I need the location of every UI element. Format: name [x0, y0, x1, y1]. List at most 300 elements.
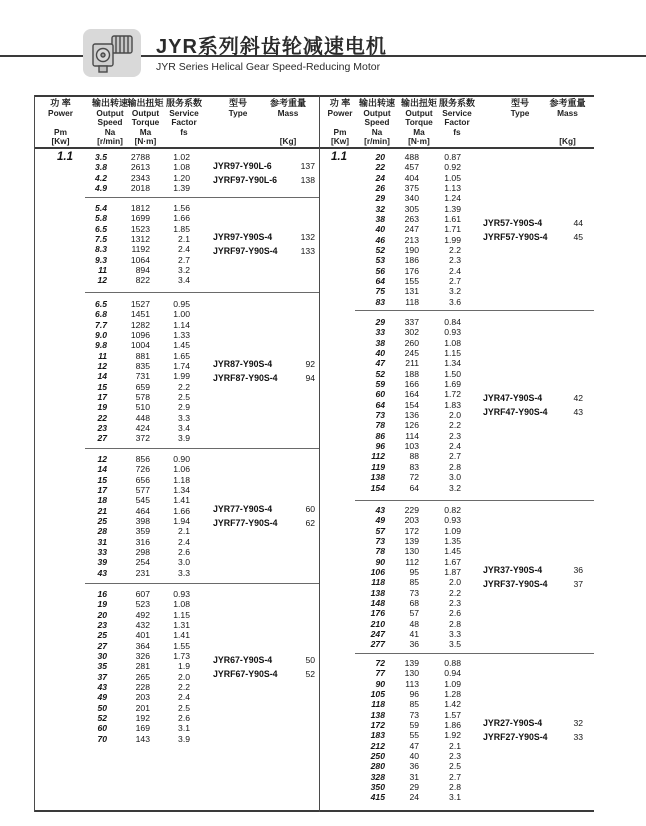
torque-value: 488: [404, 152, 419, 162]
torque-value: 231: [135, 567, 150, 578]
factor-value: 2.2: [449, 587, 461, 598]
torque-value: 73: [409, 709, 419, 720]
table-row: [85, 682, 318, 692]
speed-value: 73: [375, 536, 385, 547]
type-label: JYRF27-Y90S-4: [483, 732, 548, 743]
speed-value: 33: [97, 547, 107, 558]
speed-value: 39: [97, 557, 107, 568]
speed-value: 12: [97, 454, 107, 464]
torque-value: 88: [409, 451, 419, 462]
table-row: [360, 483, 592, 493]
power-value-right: 1.1: [331, 151, 347, 163]
type-label: JYRF77-Y90S-4: [213, 518, 278, 529]
header-line: 输出扭矩: [127, 98, 164, 108]
factor-value: 3.1: [449, 792, 461, 803]
page-subtitle: JYR Series Helical Gear Speed-Reducing Motor: [156, 61, 381, 73]
factor-value: 1.08: [444, 337, 461, 348]
speed-value: 90: [375, 556, 385, 567]
speed-value: 43: [375, 505, 385, 515]
table-row: [360, 772, 592, 782]
torque-value: 190: [404, 245, 419, 256]
header-line: Type: [510, 107, 530, 118]
table-row: [360, 679, 592, 689]
mass-value: 137: [300, 160, 315, 171]
speed-value: 172: [370, 720, 385, 731]
type-line: [213, 357, 315, 371]
block-separator: [355, 310, 594, 311]
table-row: [360, 505, 592, 515]
factor-value: 3.4: [178, 423, 190, 434]
factor-value: 2.2: [178, 682, 190, 693]
header-cell-mass-right: [540, 99, 595, 147]
speed-value: 19: [97, 599, 107, 610]
header-line: Pm: [333, 126, 347, 137]
type-line: [213, 667, 315, 681]
table-row: [85, 392, 318, 402]
speed-value: 112: [371, 451, 385, 462]
table-row: [85, 568, 318, 578]
header-cell-factor-right: [432, 99, 482, 147]
type-line: [483, 391, 583, 405]
speed-value: 21: [97, 505, 107, 516]
header-line: 参考重量: [549, 98, 586, 108]
speed-value: 59: [375, 379, 385, 390]
table-row: [360, 699, 592, 709]
table-row: [360, 276, 592, 286]
factor-value: 2.2: [178, 381, 190, 392]
speed-value: 64: [375, 399, 385, 410]
speed-value: 56: [375, 265, 385, 276]
factor-value: 2.5: [178, 392, 190, 403]
factor-value: 1.65: [173, 350, 190, 361]
factor-value: 3.2: [449, 286, 461, 297]
factor-value: 3.3: [178, 567, 190, 578]
table-row: [360, 658, 592, 668]
torque-value: 656: [135, 474, 150, 485]
torque-value: 24: [409, 792, 419, 803]
torque-value: 57: [409, 608, 419, 619]
speed-value: 52: [375, 368, 385, 379]
header-line: Na: [371, 126, 383, 137]
table-row: [360, 668, 592, 678]
speed-value: 18: [97, 495, 107, 506]
table-row: [85, 340, 318, 350]
factor-value: 1.72: [444, 389, 461, 400]
mass-value: 37: [573, 579, 583, 590]
torque-value: 607: [135, 589, 150, 599]
torque-value: 340: [404, 193, 419, 204]
torque-value: 203: [135, 692, 150, 703]
table-row: [85, 485, 318, 495]
speed-value: 106: [370, 567, 385, 578]
table-row: [360, 536, 592, 546]
header-line: [160, 137, 208, 147]
factor-value: 0.82: [444, 505, 461, 515]
speed-value: 49: [97, 692, 107, 703]
type-label: JYR97-Y90S-4: [213, 232, 273, 243]
speed-value: 9.0: [95, 330, 107, 341]
torque-value: 41: [409, 629, 419, 640]
mass-value: 42: [573, 392, 583, 403]
torque-value: 260: [404, 337, 419, 348]
table-row: [85, 630, 318, 640]
torque-value: 188: [404, 368, 419, 379]
table-row: [85, 330, 318, 340]
factor-value: 1.39: [173, 183, 190, 194]
speed-value: 11: [98, 350, 107, 361]
speed-value: 78: [375, 420, 385, 431]
speed-value: 86: [375, 430, 385, 441]
factor-value: 2.5: [178, 702, 190, 713]
factor-value: 1.66: [173, 505, 190, 516]
torque-value: 40: [409, 751, 419, 762]
ratio-block-left-3: [85, 299, 318, 444]
speed-value: 105: [370, 689, 385, 700]
header-line: [N·m]: [408, 136, 430, 146]
speed-value: 23: [97, 423, 107, 434]
speed-value: 96: [375, 441, 385, 452]
header-line: [r/min]: [364, 136, 390, 146]
factor-value: 1.41: [173, 495, 190, 506]
table-row: [85, 320, 318, 330]
torque-value: 31: [409, 771, 419, 782]
speed-value: 9.8: [95, 340, 107, 351]
speed-value: 60: [97, 723, 107, 734]
header-line: Mass: [557, 107, 578, 118]
torque-value: 166: [404, 379, 419, 390]
torque-value: 85: [409, 577, 419, 588]
mass-value: 92: [305, 359, 315, 370]
speed-value: 15: [97, 381, 107, 392]
header-line: Mass: [277, 107, 299, 118]
factor-value: 1.09: [444, 525, 461, 536]
factor-value: 2.4: [449, 441, 461, 452]
table-row: [85, 692, 318, 702]
type-line: [483, 730, 583, 744]
table-row: [85, 610, 318, 620]
torque-value: 55: [409, 730, 419, 741]
header-line: Pm: [54, 126, 67, 137]
torque-value: 201: [135, 702, 150, 713]
torque-value: 359: [135, 526, 150, 537]
table-row: [360, 183, 592, 193]
torque-value: 136: [404, 410, 419, 421]
table-row: [85, 454, 318, 464]
speed-value: 33: [375, 327, 385, 338]
torque-value: 1192: [131, 244, 150, 255]
speed-value: 64: [375, 276, 385, 287]
factor-value: 2.6: [449, 608, 461, 619]
torque-value: 186: [404, 255, 419, 266]
table-row: [85, 557, 318, 567]
speed-value: 57: [375, 525, 385, 536]
type-mass-group: [213, 502, 315, 530]
factor-value: 2.1: [449, 740, 461, 751]
torque-value: 492: [135, 609, 150, 620]
torque-value: 398: [135, 516, 150, 527]
header-line: Power: [48, 107, 73, 118]
table-row: [85, 703, 318, 713]
factor-value: 0.90: [173, 454, 190, 464]
factor-value: 1.20: [173, 172, 190, 183]
torque-value: 131: [404, 286, 419, 297]
table-row: [85, 299, 318, 309]
factor-value: 2.0: [178, 671, 190, 682]
speed-value: 24: [375, 172, 385, 183]
torque-value: 835: [135, 361, 150, 372]
torque-value: 432: [135, 620, 150, 631]
factor-value: 1.02: [173, 152, 190, 162]
factor-value: 0.95: [173, 299, 190, 309]
speed-value: 72: [375, 658, 385, 668]
speed-value: 154: [370, 482, 385, 493]
table-row: [85, 423, 318, 433]
header-line: fs: [453, 126, 461, 137]
header-line: Na: [104, 126, 116, 137]
torque-value: 96: [409, 689, 419, 700]
table-row: [360, 152, 592, 162]
torque-value: 64: [409, 482, 419, 493]
speed-value: 40: [375, 224, 385, 235]
factor-value: 2.9: [178, 402, 190, 413]
torque-value: 229: [404, 505, 419, 515]
header-line: Service: [169, 107, 199, 118]
mass-value: 43: [573, 406, 583, 417]
speed-value: 7.7: [95, 319, 107, 330]
torque-value: 83: [409, 461, 419, 472]
torque-value: 213: [404, 234, 419, 245]
factor-value: 2.4: [178, 692, 190, 703]
table-row: [85, 464, 318, 474]
type-label: JYRF97-Y90L-6: [213, 174, 278, 185]
table-row: [360, 358, 592, 368]
speed-value: 27: [97, 433, 107, 444]
ratio-block-right-2: [360, 317, 592, 493]
table-row: [360, 204, 592, 214]
torque-value: 316: [135, 536, 150, 547]
page-title: JYR系列斜齿轮减速电机: [156, 36, 387, 58]
torque-value: 448: [135, 412, 150, 423]
torque-value: 731: [135, 371, 150, 382]
speed-value: 20: [97, 609, 107, 620]
speed-value: 328: [370, 771, 385, 782]
table-row: [85, 723, 318, 733]
speed-value: 6.5: [95, 299, 107, 309]
torque-value: 404: [404, 172, 419, 183]
table-row: [360, 245, 592, 255]
factor-value: 2.2: [449, 245, 461, 256]
header-line: Output: [363, 107, 391, 118]
torque-value: 305: [404, 203, 419, 214]
table-row: [360, 472, 592, 482]
torque-value: 130: [404, 546, 419, 557]
factor-value: 1.31: [173, 620, 190, 631]
factor-value: 2.1: [178, 234, 190, 245]
torque-value: 228: [135, 682, 150, 693]
factor-value: 1.85: [173, 223, 190, 234]
block-separator: [85, 197, 319, 198]
torque-value: 326: [135, 651, 150, 662]
factor-value: 0.92: [444, 162, 461, 173]
table-bottom-border: [34, 810, 594, 812]
header-line: 输出转速: [91, 98, 128, 108]
speed-value: 119: [371, 461, 385, 472]
table-row: [360, 173, 592, 183]
factor-value: 1.99: [444, 234, 461, 245]
block-separator: [85, 292, 319, 293]
torque-value: 263: [404, 214, 419, 225]
torque-value: 73: [409, 587, 419, 598]
type-mass-group: [483, 391, 583, 419]
factor-value: 1.45: [444, 546, 461, 557]
torque-value: 401: [135, 630, 150, 641]
torque-value: 203: [404, 515, 419, 526]
speed-value: 20: [375, 152, 385, 162]
type-label: JYRF97-Y90S-4: [213, 246, 278, 257]
header-line: Ma: [413, 126, 425, 137]
factor-value: 1.24: [444, 193, 461, 204]
torque-value: 424: [135, 423, 150, 434]
speed-value: 35: [97, 661, 107, 672]
table-row: [360, 689, 592, 699]
factor-value: 2.7: [449, 771, 461, 782]
mass-value: 44: [573, 217, 583, 228]
speed-value: 83: [375, 296, 385, 307]
torque-value: 114: [405, 430, 419, 441]
type-line: [483, 405, 583, 419]
ratio-block-left-1: [85, 152, 318, 193]
factor-value: 1.9: [178, 661, 190, 672]
torque-value: 103: [404, 441, 419, 452]
speed-value: 4.9: [95, 183, 107, 194]
torque-value: 29: [409, 782, 419, 793]
factor-value: 0.87: [444, 152, 461, 162]
type-mass-group: [483, 563, 583, 591]
header-line: [r/min]: [97, 136, 123, 146]
table-row: [360, 379, 592, 389]
factor-value: 2.6: [178, 713, 190, 724]
speed-value: 12: [97, 275, 107, 286]
type-line: [483, 230, 583, 244]
speed-value: 250: [370, 751, 385, 762]
torque-value: 281: [135, 661, 150, 672]
speed-value: 38: [375, 214, 385, 225]
factor-value: 1.08: [173, 599, 190, 610]
torque-value: 1812: [130, 203, 150, 213]
table-row: [360, 431, 592, 441]
factor-value: 2.7: [449, 276, 461, 287]
speed-value: 19: [97, 402, 107, 413]
table-row: [360, 348, 592, 358]
speed-value: 22: [375, 162, 385, 173]
speed-value: 29: [375, 317, 385, 327]
factor-value: 1.34: [444, 358, 461, 369]
mass-value: 94: [305, 373, 315, 384]
block-separator: [85, 583, 319, 584]
factor-value: 1.67: [444, 556, 461, 567]
factor-value: 3.9: [178, 733, 190, 744]
factor-value: 2.3: [449, 751, 461, 762]
speed-value: 90: [375, 678, 385, 689]
factor-value: 1.94: [173, 516, 190, 527]
factor-value: 3.6: [449, 296, 461, 307]
speed-value: 16: [97, 589, 107, 599]
torque-value: 1096: [130, 330, 150, 341]
header-line: [Kw]: [51, 136, 70, 146]
speed-value: 25: [97, 516, 107, 527]
factor-value: 2.3: [449, 598, 461, 609]
speed-value: 38: [375, 337, 385, 348]
factor-value: 1.14: [173, 319, 190, 330]
mass-value: 45: [573, 231, 583, 242]
torque-value: 659: [135, 381, 150, 392]
type-mass-group: [483, 216, 583, 244]
mass-value: 52: [305, 668, 315, 679]
factor-value: 3.1: [178, 723, 190, 734]
torque-value: 302: [404, 327, 419, 338]
torque-value: 457: [404, 162, 419, 173]
torque-value: 2613: [130, 162, 150, 173]
factor-value: 1.39: [444, 203, 461, 214]
factor-value: 1.69: [444, 379, 461, 390]
factor-value: 3.9: [178, 433, 190, 444]
factor-value: 1.28: [444, 689, 461, 700]
torque-value: 72: [409, 472, 419, 483]
speed-value: 30: [97, 651, 107, 662]
factor-value: 1.71: [444, 224, 461, 235]
header-line: 功 率: [329, 98, 351, 108]
ratio-block-left-4: [85, 454, 318, 578]
torque-value: 337: [404, 317, 419, 327]
factor-value: 1.57: [444, 709, 461, 720]
type-line: [213, 516, 315, 530]
mass-value: 60: [305, 504, 315, 515]
table-row: [360, 317, 592, 327]
torque-value: 36: [409, 761, 419, 772]
factor-value: 1.13: [444, 183, 461, 194]
torque-value: 169: [135, 723, 150, 734]
factor-value: 3.2: [449, 482, 461, 493]
factor-value: 1.50: [444, 368, 461, 379]
table-row: [360, 297, 592, 307]
table-left-border: [34, 95, 35, 812]
table-row: [360, 629, 592, 639]
table-row: [85, 599, 318, 609]
factor-value: 2.4: [178, 244, 190, 255]
table-row: [360, 608, 592, 618]
torque-value: 139: [404, 658, 419, 668]
factor-value: 1.09: [444, 678, 461, 689]
factor-value: 1.92: [444, 730, 461, 741]
table-row: [85, 620, 318, 630]
type-label: JYRF57-Y90S-4: [483, 231, 548, 242]
speed-value: 280: [370, 761, 385, 772]
type-label: JYR37-Y90S-4: [483, 565, 543, 576]
torque-value: 1527: [130, 299, 150, 309]
factor-value: 2.3: [449, 430, 461, 441]
header-line: Speed: [364, 117, 390, 127]
table-row: [360, 761, 592, 771]
table-row: [85, 734, 318, 744]
speed-value: 118: [371, 577, 385, 588]
table-top-border: [34, 95, 594, 97]
type-mass-group: [213, 357, 315, 385]
mass-value: 36: [573, 565, 583, 576]
header-line: 参考重量: [269, 98, 306, 108]
speed-value: 138: [370, 587, 385, 598]
header-line: 输出转速: [358, 98, 395, 108]
speed-value: 60: [375, 389, 385, 400]
